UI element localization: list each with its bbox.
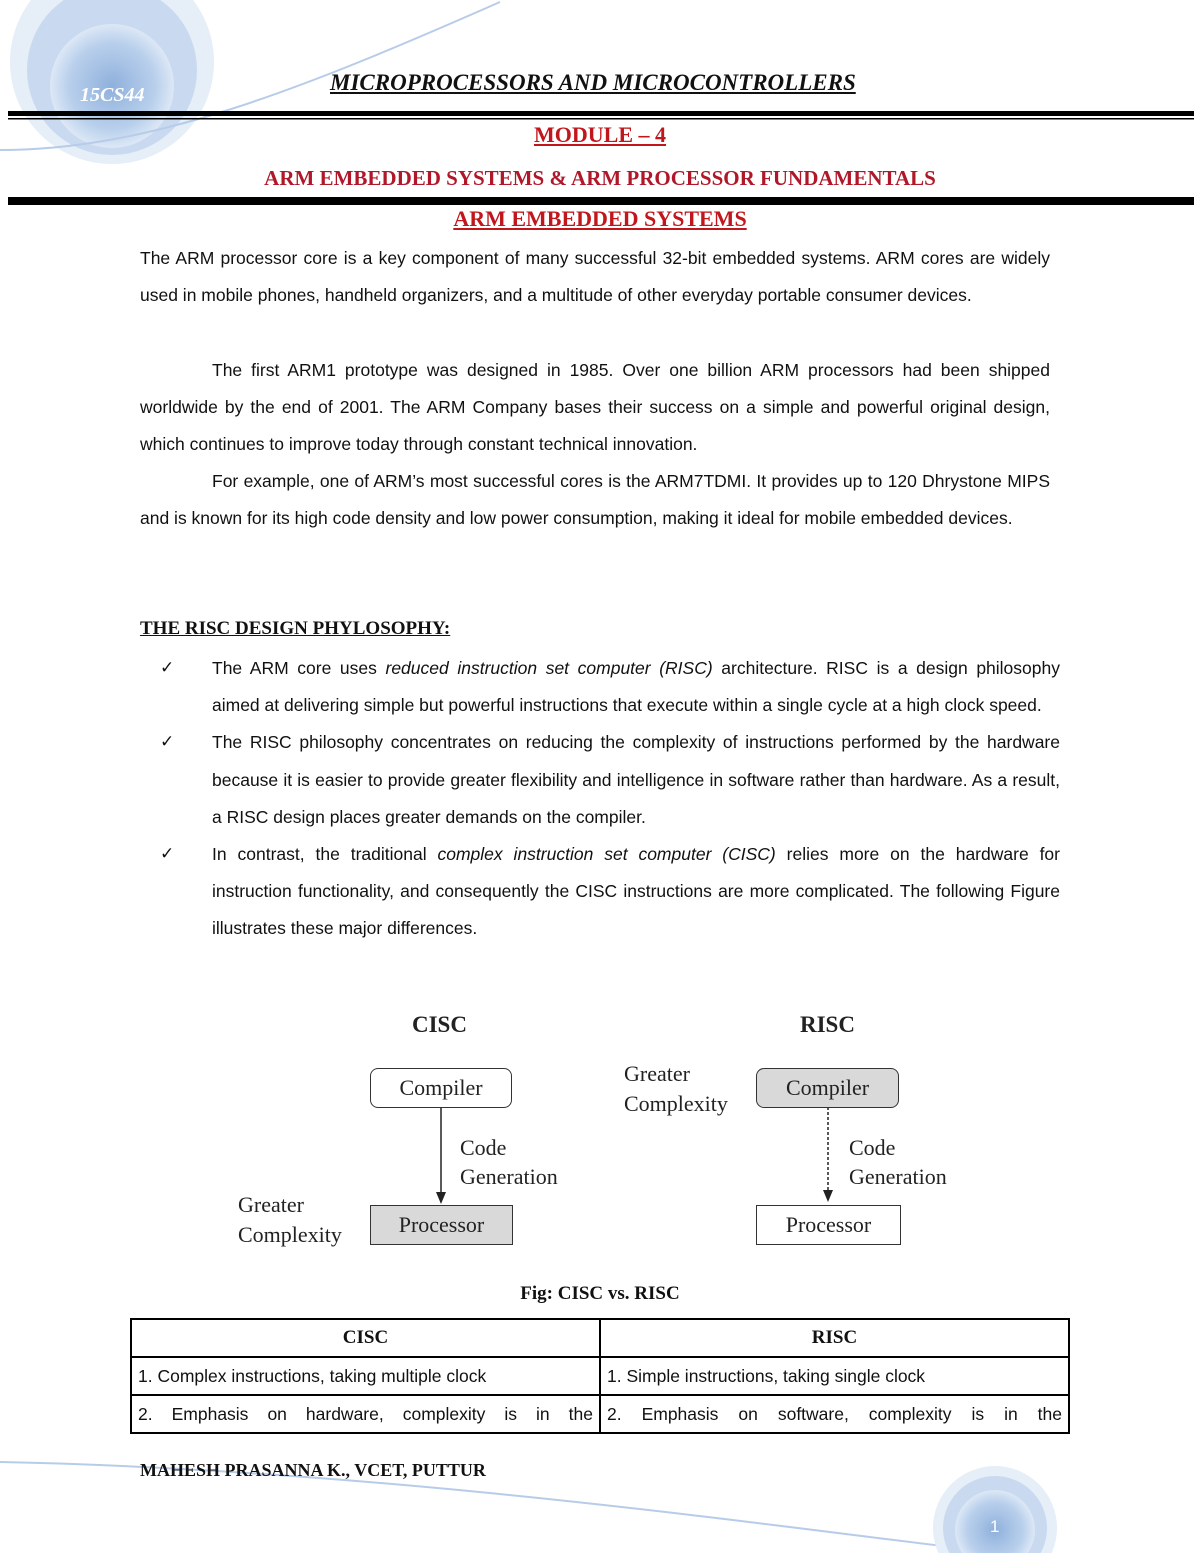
checkmark-icon: ✓: [160, 732, 175, 753]
module-title: MODULE – 4: [534, 122, 666, 147]
table-cell: 1. Complex instructions, taking multiple clock: [131, 1357, 600, 1395]
module-rule: [8, 197, 1194, 205]
module-subtitle: ARM EMBEDDED SYSTEMS & ARM PROCESSOR FUNDAMENTALS: [264, 166, 936, 190]
risc-processor-box: Processor: [756, 1205, 901, 1245]
risc-code-generation-label: Code Generation: [849, 1135, 947, 1189]
page-number: 1: [990, 1517, 1000, 1536]
course-code: 15CS44: [80, 84, 145, 106]
cisc-figure-title: CISC: [412, 1012, 467, 1037]
table-row: [131, 1357, 1069, 1395]
checkmark-icon: ✓: [160, 844, 175, 865]
table-header-risc: RISC: [600, 1319, 1069, 1357]
checkmark-icon: ✓: [160, 658, 175, 678]
list-item: ✓ The ARM core uses reduced instruction set computer (RISC) architecture. RISC is a design philosophy aimed at delivering simple but powerful instructions that execute within a single cycle at a high clock speed.: [160, 650, 1060, 724]
cisc-processor-box: Processor: [370, 1205, 513, 1245]
cisc-term: complex instruction set computer (CISC): [437, 844, 776, 865]
table-row: [131, 1395, 1069, 1433]
risc-bullet-list: [160, 650, 1060, 948]
risc-term: reduced instruction set computer (RISC): [385, 658, 713, 678]
header-rule-thick: [8, 111, 1194, 116]
table-cell: 2. Emphasis on software, complexity is in the: [600, 1395, 1069, 1433]
risc-arrow-head: [823, 1190, 833, 1202]
intro-paragraph: The ARM processor core is a key component of many successful 32-bit embedded systems. ARM cores are widely used in mobile phones, handheld organizers, and a multitude of other everyday portable consumer devices.: [140, 248, 1050, 306]
table-cell: 1. Simple instructions, taking single clock: [600, 1357, 1069, 1395]
cisc-compiler-box: Compiler: [370, 1068, 512, 1108]
table-header-cisc: CISC: [131, 1319, 600, 1357]
header-rule-thin: [8, 118, 1194, 120]
risc-heading: THE RISC DESIGN PHYLOSOPHY:: [140, 618, 451, 639]
cisc-risc-table: [130, 1318, 1070, 1434]
list-item: ✓ In contrast, the traditional complex instruction set computer (CISC) relies more on the hardware for instruction functionality, and consequently the CISC instructions are more complicated. The following Figure illustrates these major differences.: [160, 836, 1060, 948]
risc-figure-title: RISC: [800, 1012, 855, 1037]
history-paragraph: The first ARM1 prototype was designed in 1985. Over one billion ARM processors had been shipped worldwide by the end of 2001. The ARM Company bases their success on a simple and powerful original design, which continues to improve today through constant technical innovation.: [140, 360, 1050, 455]
risc-compiler-box: Compiler: [756, 1068, 899, 1108]
example-paragraph: For example, one of ARM’s most successful cores is the ARM7TDMI. It provides up to 120 Dhrystone MIPS and is known for its high code density and low power consumption, making it ideal for mobile embedded devices.: [140, 471, 1050, 529]
section-title: ARM EMBEDDED SYSTEMS: [453, 206, 747, 231]
risc-complexity-label: Greater Complexity: [624, 1061, 728, 1116]
cisc-complexity-label: Greater Complexity: [238, 1192, 342, 1247]
table-header-row: [131, 1319, 1069, 1357]
document-header-title: MICROPROCESSORS AND MICROCONTROLLERS: [330, 70, 856, 95]
figure-caption: Fig: CISC vs. RISC: [520, 1283, 680, 1304]
cisc-code-generation-label: Code Generation: [460, 1135, 558, 1189]
footer-author: MAHESH PRASANNA K., VCET, PUTTUR: [140, 1460, 486, 1480]
cisc-arrow-head: [436, 1192, 446, 1204]
table-cell: 2. Emphasis on hardware, complexity is in the: [131, 1395, 600, 1433]
list-item: ✓ The RISC philosophy concentrates on reducing the complexity of instructions performed by the hardware because it is easier to provide greater flexibility and intelligence in software rather than hardware. As a result, a RISC design places greater demands on the compiler.: [160, 724, 1060, 836]
